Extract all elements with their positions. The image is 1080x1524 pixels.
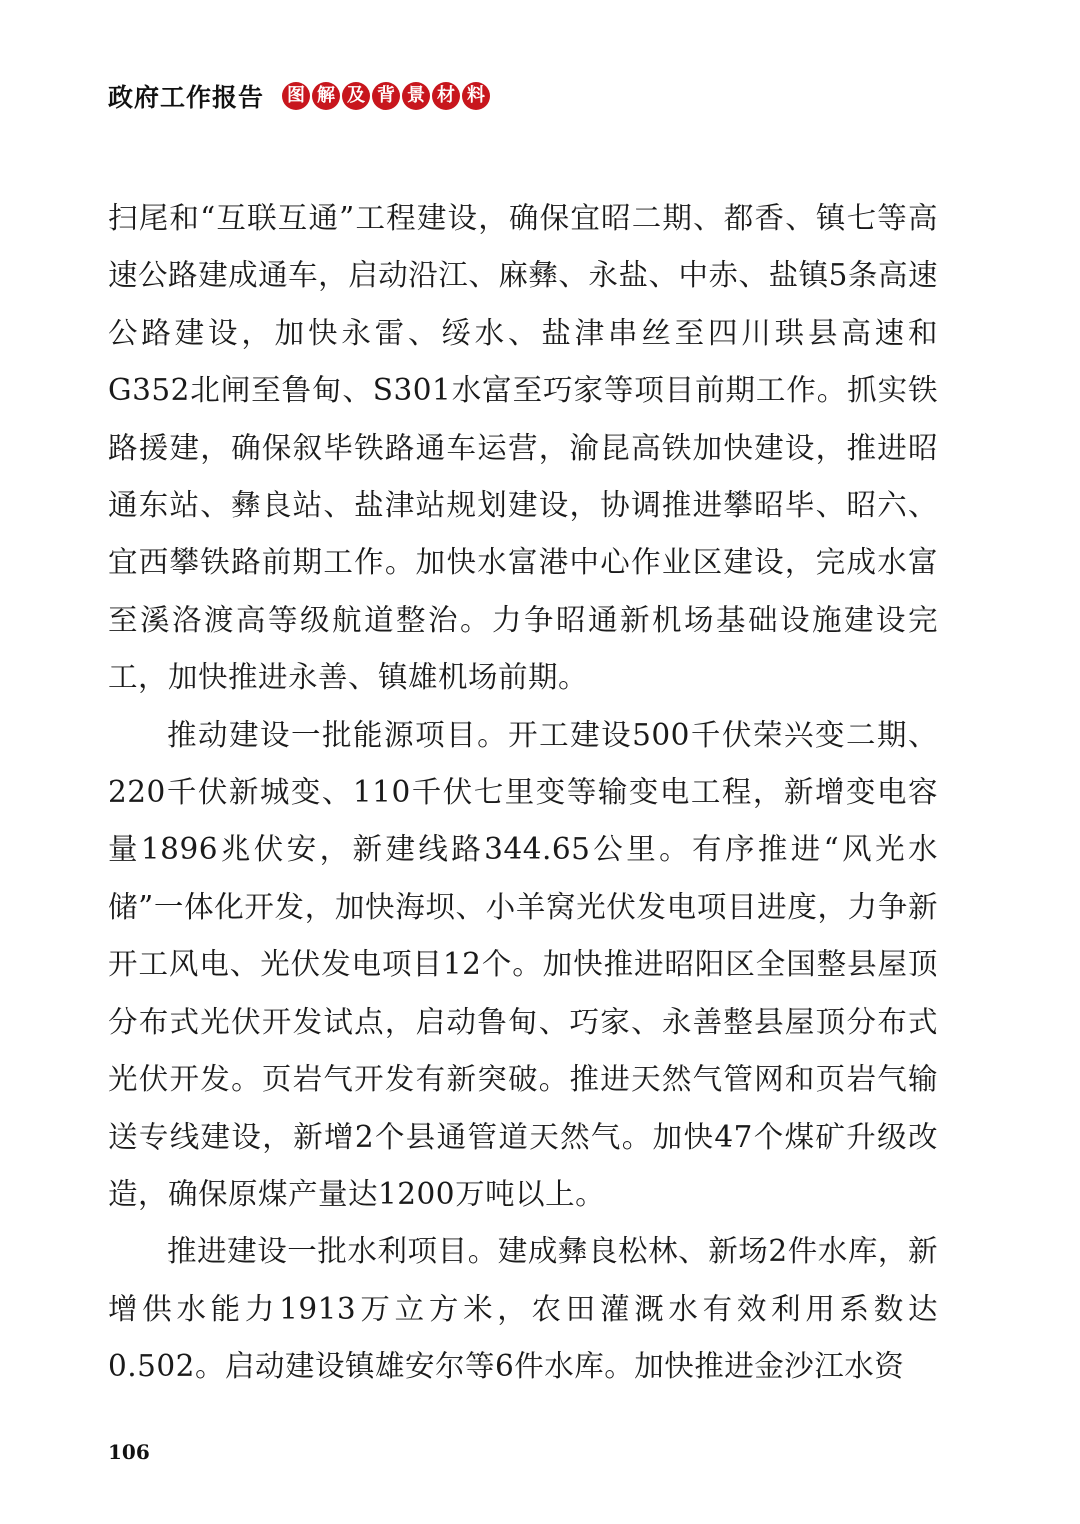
paragraph-energy-projects: 推动建设一批能源项目。开工建设500千伏荣兴变二期、220千伏新城变、110千伏七里变等输变电工程，新增变电容量1896兆伏安，新建线路344.65公里。有序推进“风光水储”一体化开发，加快海坝、小羊窝光伏发电项目进度，力争新开工风电、光伏发电项目12个。加快推进昭阳区全国整县屋顶分布式光伏开发试点，启动鲁甸、巧家、永善整县屋顶分布式光伏开发。页岩气开发有新突破。推进天然气管网和页岩气输送专线建设，新增2个县通管道天然气。加快47个煤矿升级改造，确保原煤产量达1200万吨以上。 [108, 717, 938, 1211]
header-badge: 料 [462, 82, 490, 110]
header-badge: 材 [432, 82, 460, 110]
header-badge: 图 [282, 82, 310, 110]
paragraph-continued: 扫尾和“互联互通”工程建设，确保宜昭二期、都香、镇七等高速公路建成通车，启动沿江、麻彝、永盐、中赤、盐镇5条高速公路建设，加快永雷、绥水、盐津串丝至四川珙县高速和G352北闸至鲁甸、S301水富至巧家等项目前期工作。抓实铁路援建，确保叙毕铁路通车运营，渝昆高铁加快建设，推进昭通东站、彝良站、盐津站规划建设，协调推进攀昭毕、昭六、宜西攀铁路前期工作。加快水富港中心作业区建设，完成水富至溪洛渡高等级航道整治。力争昭通新机场基础设施建设完工，加快推进永善、镇雄机场前期。 [108, 201, 938, 695]
header-badge: 解 [312, 82, 340, 110]
header-subtitle-badges [282, 82, 490, 110]
body-text [108, 190, 938, 1396]
header-badge: 及 [342, 82, 370, 110]
running-header [108, 74, 490, 118]
header-badge: 背 [372, 82, 400, 110]
paragraph-water-projects: 推进建设一批水利项目。建成彝良松林、新场2件水库，新增供水能力1913万立方米，农田灌溉水有效利用系数达0.502。启动建设镇雄安尔等6件水库。加快推进金沙江水资 [108, 1234, 938, 1384]
page-number: 106 [108, 1440, 150, 1464]
header-title: 政府工作报告 [108, 83, 265, 112]
header-badge: 景 [402, 82, 430, 110]
